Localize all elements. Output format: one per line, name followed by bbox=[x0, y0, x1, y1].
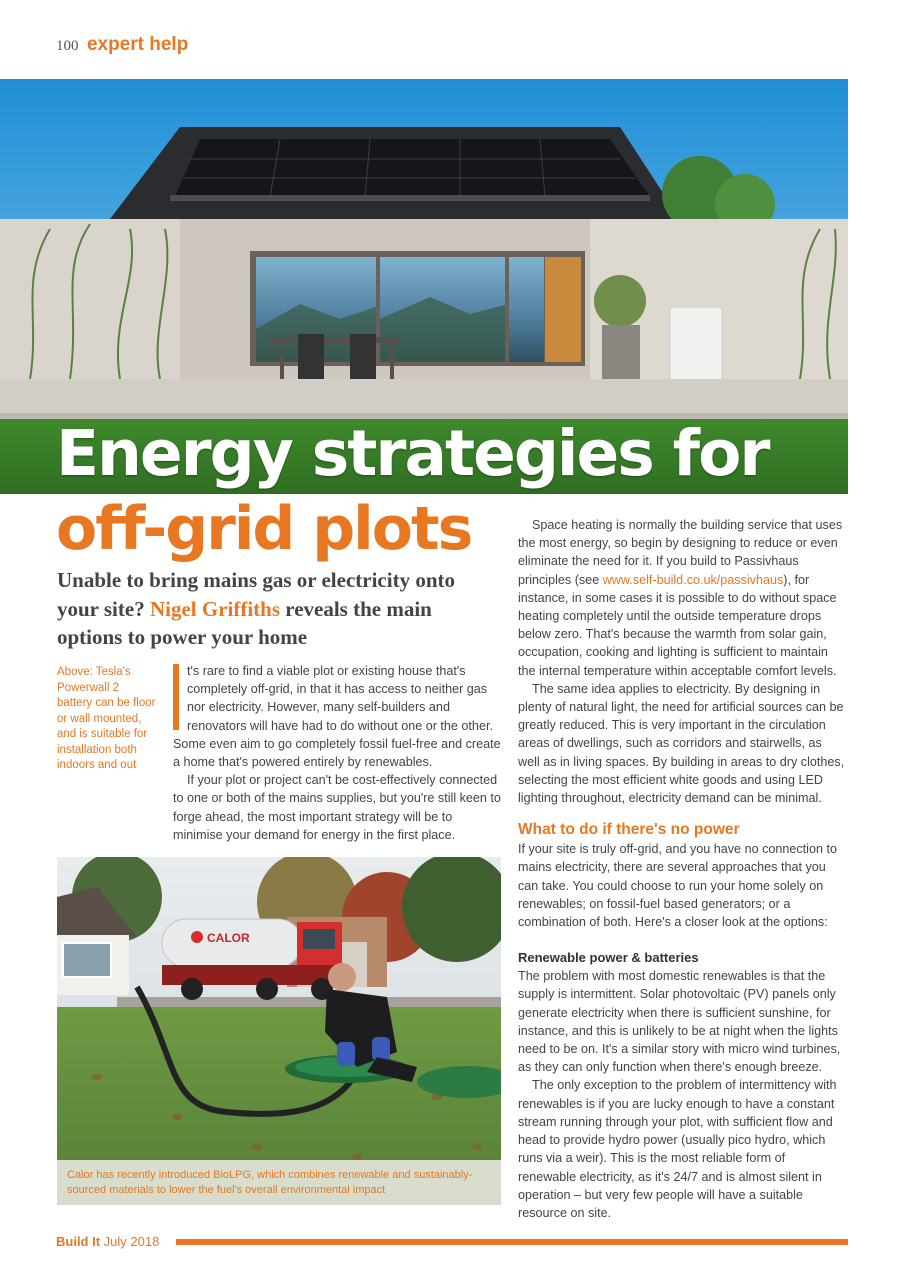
body-paragraph: If your site is truly off-grid, and you have no connection to mains electricity, there are several approaches that you can take. You could choose to run your home solely on renewables; on fossil-fuel based generators; or a combination of both. Here's a closer look at the options: bbox=[518, 842, 837, 930]
photo-caption: Calor has recently introduced BioLPG, which combines renewable and sustainably-sourced materials to lower the fuel's overall environmental impact bbox=[67, 1169, 473, 1196]
footer-rule bbox=[176, 1239, 848, 1245]
author-name: Nigel Griffiths bbox=[149, 596, 281, 621]
magazine-name: Build It bbox=[56, 1234, 101, 1249]
body-paragraph: Space heating is normally the building service that uses the most energy, so begin by designing to reduce or even eliminate the need for it. If you build to Passivhaus principles (see www.self-build.co.uk/passivhaus), for instance, in some cases it is possible to do without space heating completely until the outside temperature drops below zero. That's because the warmth from solar gain, occupation, cooking and lighting is sufficient to maintain the internal temperature within acceptable comfort levels. bbox=[518, 518, 843, 678]
body-paragraph: The same idea applies to electricity. By designing in plenty of natural light, the need for artificial sources can be greatly reduced. This is very important in the circulation areas of dwellings, such as corridors and stairwells, as well as in living spaces. By building in areas to dry clothes, selecting the most efficient white goods and using LED lighting throughout, electricity demand can be minimal. bbox=[518, 681, 845, 806]
issue-date: July 2018 bbox=[103, 1234, 160, 1249]
passivhaus-link[interactable]: www.self-build.co.uk/passivhaus bbox=[602, 572, 784, 587]
page-number: 100 bbox=[56, 38, 79, 54]
calor-photo bbox=[57, 857, 501, 1205]
body-paragraph: If your plot or project can't be cost-effectively connected to one or both of the mains supplies, but you're still keen to forge ahead, the most important strategy will be to minimise your demand for energy in the first place. bbox=[173, 773, 501, 842]
headline-line2: off-grid plots bbox=[56, 494, 472, 564]
body-paragraph: The only exception to the problem of intermittency with renewables is if you are lucky enough to have a constant stream running through your plot, with sufficient flow and head to provide hydro power (usually pico hydro, which runs via a weir). This is the most reliable form of renewable electricity, as it's 24/7 and is almost silent in operation – but very few people will have a suitable resource on site. bbox=[518, 1078, 837, 1220]
page-footer bbox=[56, 1234, 159, 1249]
headline-line1: Energy strategies for bbox=[56, 417, 769, 490]
standfirst-text-end: reveals the main options to power your home bbox=[57, 596, 432, 649]
hero-caption: Above: Tesla's Powerwall 2 battery can be floor or wall mounted, and is suitable for installation both indoors and out bbox=[57, 666, 156, 771]
body-paragraph: t's rare to find a viable plot or existing house that's completely off-grid, in that it has access to neither gas nor electricity. However, many self-builders and renovators will have had to do without one or the other. Some even aim to go completely fossil fuel-free and create a home that's powered entirely by renewables. bbox=[173, 664, 501, 770]
body-paragraph: The problem with most domestic renewables is that the supply is intermittent. Solar photovoltaic (PV) panels only generate electricity when there is sufficient sunshine, for instance, and this is unlikely to be at night when the lights need to be on. It's a similar story with micro wind turbines, as they can only function when there's enough breeze. bbox=[518, 969, 841, 1075]
page-header bbox=[56, 34, 188, 56]
standfirst bbox=[57, 566, 477, 652]
body-column-left bbox=[173, 662, 501, 844]
standfirst-text: Unable to bring mains gas or electricity onto your site? bbox=[57, 568, 455, 621]
body-column-right bbox=[518, 516, 845, 1222]
drop-cap-bar bbox=[173, 664, 179, 730]
subheading-no-power: What to do if there's no power bbox=[518, 821, 740, 839]
subheading-renewables: Renewable power & batteries bbox=[518, 950, 699, 966]
section-name: expert help bbox=[86, 34, 189, 55]
truck-logo-text: CALOR bbox=[207, 931, 250, 945]
